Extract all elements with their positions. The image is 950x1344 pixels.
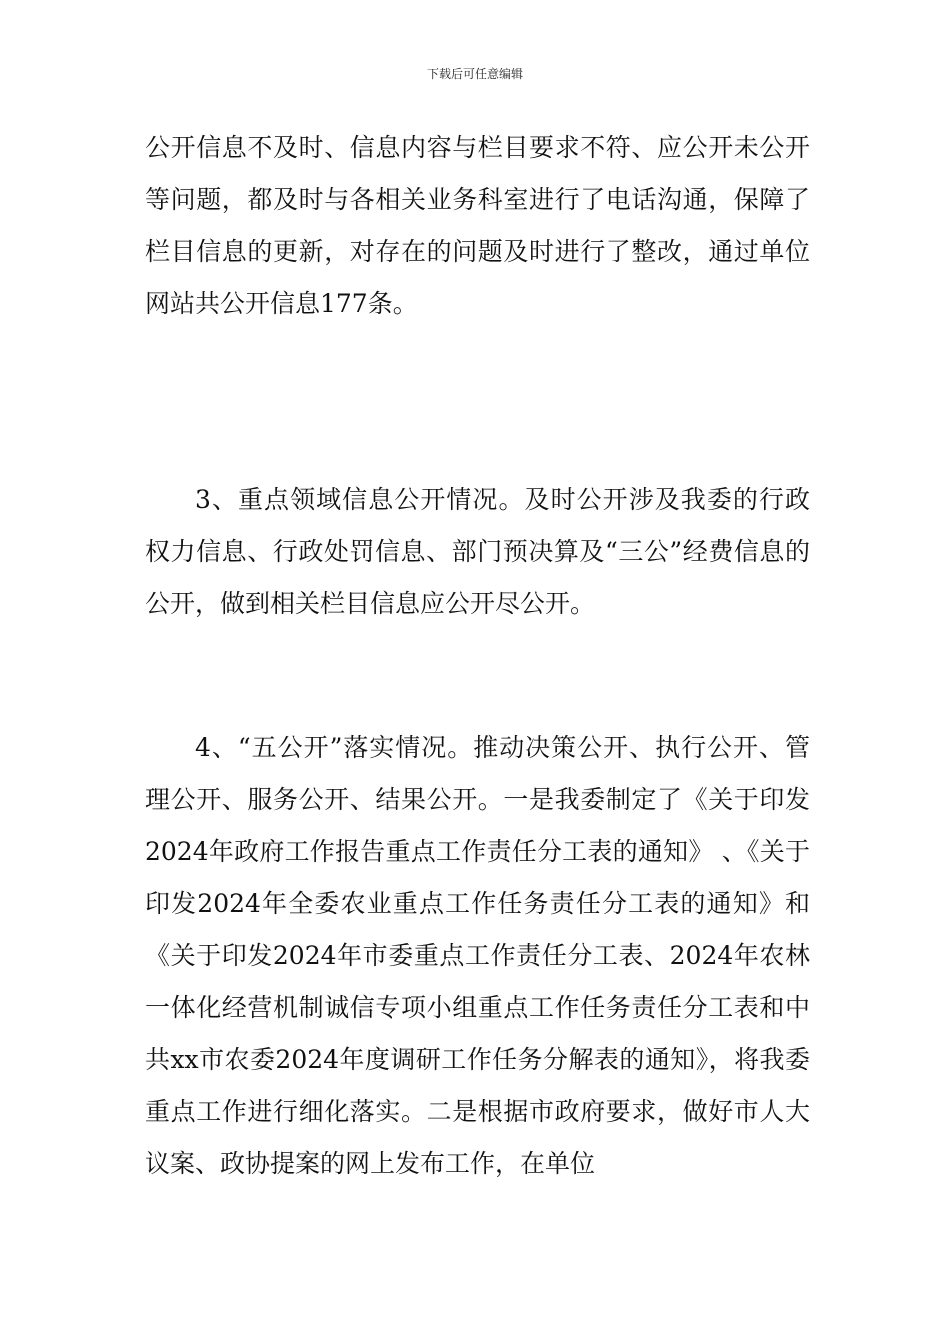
paragraph-info-disclosure-continued: 公开信息不及时、信息内容与栏目要求不符、应公开未公开等问题，都及时与各相关业务科室进行了电话沟通，保障了栏目信息的更新，对存在的问题及时进行了整改，通过单位网站共公开信息177条。: [145, 133, 810, 318]
page-header: 下载后可任意编辑: [426, 67, 523, 81]
paragraph-key-areas-disclosure: 3、重点领域信息公开情况。及时公开涉及我委的行政权力信息、行政处罚信息、部门预决算及“三公”经费信息的公开，做到相关栏目信息应公开尽公开。: [145, 485, 810, 618]
paragraph-five-disclosures: 4、“五公开”落实情况。推动决策公开、执行公开、管理公开、服务公开、结果公开。一是我委制定了《关于印发2024年政府工作报告重点工作责任分工表的通知》 、《关于印发2024年全委农业重点工作任务责任分工表的通知》和《关于印发2024年市委重点工作责任分工表、2024年农林一体化经营机制诚信专项小组重点工作任务责任分工表和中共xx市农委2024年度调研工作任务分解表的通知》，将我委重点工作进行细化落实。二是根据市政府要求，做好市人大议案、政协提案的网上发布工作，在单位: [145, 733, 810, 1178]
